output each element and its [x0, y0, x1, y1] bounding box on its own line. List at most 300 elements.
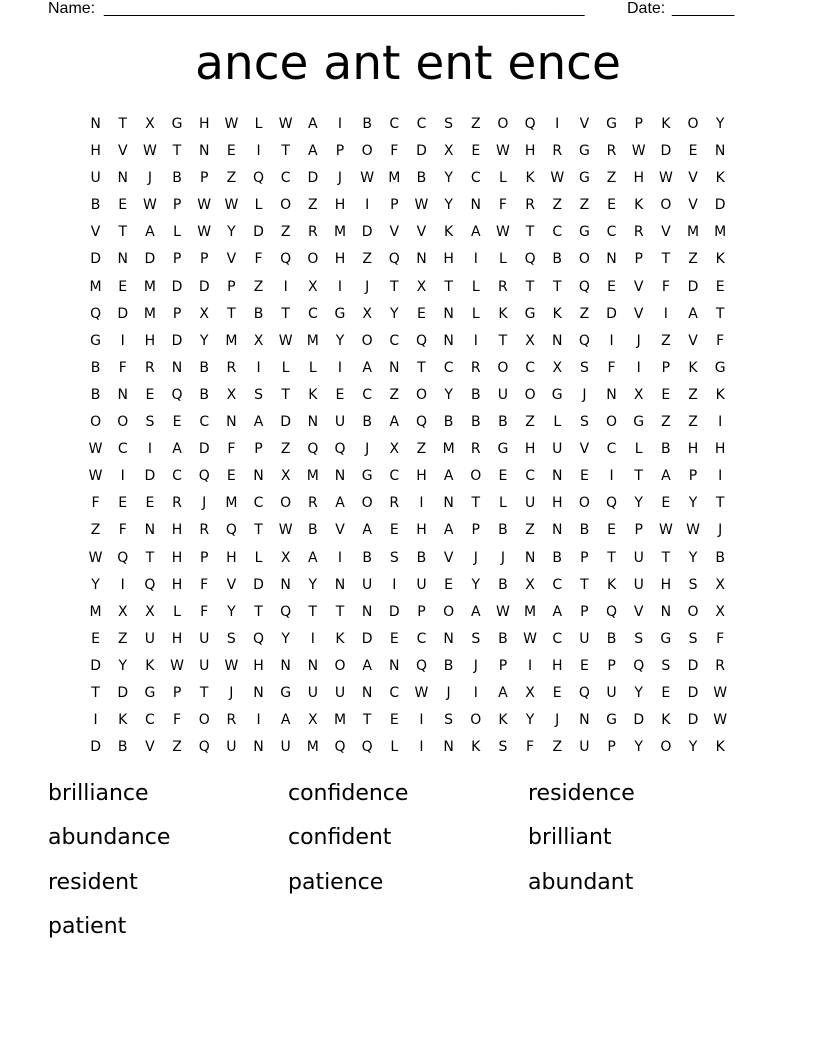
grid-letter[interactable]: Y — [281, 630, 290, 647]
grid-letter[interactable]: A — [308, 549, 318, 566]
grid-letter[interactable]: Q — [415, 657, 427, 674]
grid-letter[interactable]: D — [144, 251, 156, 268]
grid-letter[interactable]: M — [89, 278, 102, 295]
grid-letter[interactable]: B — [470, 414, 481, 431]
grid-letter[interactable]: M — [225, 332, 238, 349]
grid-letter[interactable]: K — [634, 197, 644, 214]
grid-letter[interactable]: H — [633, 170, 644, 187]
grid-letter[interactable]: D — [687, 278, 699, 295]
grid-letter[interactable]: J — [202, 495, 207, 512]
grid-letter[interactable]: H — [90, 143, 101, 160]
grid-letter[interactable]: Q — [334, 441, 346, 458]
grid-letter[interactable]: U — [497, 386, 509, 403]
grid-letter[interactable]: E — [335, 386, 345, 403]
grid-letter[interactable]: U — [90, 170, 101, 187]
grid-letter[interactable]: E — [145, 495, 155, 512]
grid-letter[interactable]: N — [443, 630, 454, 647]
grid-letter[interactable]: S — [226, 630, 236, 647]
grid-letter[interactable]: D — [117, 684, 129, 701]
grid-letter[interactable]: X — [525, 332, 535, 349]
grid-letter[interactable]: T — [607, 549, 616, 566]
grid-letter[interactable]: I — [256, 143, 261, 160]
grid-letter[interactable]: D — [307, 170, 319, 187]
grid-letter[interactable]: Y — [444, 386, 453, 403]
grid-letter[interactable]: I — [147, 441, 152, 458]
grid-letter[interactable]: S — [471, 630, 481, 647]
grid-letter[interactable]: Q — [524, 116, 536, 132]
grid-letter[interactable]: D — [714, 197, 726, 214]
grid-letter[interactable]: D — [117, 305, 129, 322]
grid-letter[interactable]: B — [579, 522, 590, 539]
grid-letter[interactable]: D — [660, 143, 672, 160]
grid-letter[interactable]: H — [443, 251, 454, 268]
grid-letter[interactable]: G — [280, 684, 292, 701]
grid-letter[interactable]: E — [579, 657, 589, 674]
grid-letter[interactable]: Q — [633, 657, 645, 674]
grid-letter[interactable]: A — [362, 657, 372, 674]
grid-letter[interactable]: N — [117, 386, 128, 403]
grid-letter[interactable]: L — [471, 305, 480, 322]
grid-letter[interactable]: J — [229, 684, 234, 701]
grid-letter[interactable]: W — [658, 522, 673, 539]
grid-letter[interactable]: I — [337, 359, 343, 376]
grid-letter[interactable]: H — [660, 576, 672, 593]
grid-letter[interactable]: P — [417, 603, 426, 620]
grid-letter[interactable]: Y — [227, 224, 236, 241]
grid-letter[interactable]: Y — [634, 739, 643, 756]
grid-letter[interactable]: D — [171, 278, 183, 295]
grid-letter[interactable]: I — [718, 468, 723, 485]
grid-letter[interactable]: R — [633, 224, 644, 241]
grid-letter[interactable]: P — [172, 251, 182, 268]
grid-letter[interactable]: D — [687, 657, 699, 674]
grid-letter[interactable]: E — [607, 278, 616, 295]
grid-letter[interactable]: U — [334, 414, 346, 431]
grid-letter[interactable]: Z — [117, 630, 128, 647]
grid-letter[interactable]: C — [416, 630, 427, 647]
grid-letter[interactable]: N — [443, 332, 454, 349]
grid-letter[interactable]: Z — [172, 739, 182, 756]
grid-letter[interactable]: E — [389, 630, 399, 647]
grid-letter[interactable]: T — [281, 386, 290, 403]
grid-letter[interactable]: B — [498, 414, 508, 431]
grid-letter[interactable]: C — [606, 441, 617, 458]
grid-letter[interactable]: N — [307, 414, 319, 431]
grid-letter[interactable]: H — [253, 657, 264, 674]
grid-letter[interactable]: Z — [579, 197, 590, 214]
grid-letter[interactable]: W — [278, 522, 293, 539]
grid-letter[interactable]: S — [389, 549, 399, 566]
grid-letter[interactable]: F — [200, 603, 209, 620]
grid-letter[interactable]: K — [498, 305, 508, 322]
grid-letter[interactable]: P — [199, 549, 209, 566]
grid-letter[interactable]: V — [579, 441, 590, 458]
grid-letter[interactable]: Y — [91, 576, 100, 593]
grid-letter[interactable]: Z — [308, 197, 318, 214]
grid-letter[interactable]: N — [280, 657, 291, 674]
grid-letter[interactable]: U — [199, 630, 210, 647]
grid-letter[interactable]: T — [118, 116, 128, 132]
grid-letter[interactable]: L — [499, 170, 507, 187]
grid-letter[interactable]: V — [226, 576, 237, 593]
grid-letter[interactable]: N — [334, 576, 346, 593]
grid-letter[interactable]: N — [660, 603, 672, 620]
grid-letter[interactable]: V — [443, 549, 454, 566]
grid-letter[interactable]: J — [147, 170, 152, 187]
grid-letter[interactable]: Z — [661, 414, 671, 431]
grid-letter[interactable]: L — [254, 197, 263, 214]
grid-letter[interactable]: O — [660, 739, 672, 756]
grid-letter[interactable]: O — [198, 712, 210, 729]
grid-letter[interactable]: Q — [198, 739, 210, 756]
grid-letter[interactable]: E — [389, 522, 399, 539]
grid-letter[interactable]: G — [578, 170, 590, 187]
grid-letter[interactable]: Y — [634, 684, 643, 701]
grid-letter[interactable]: X — [525, 684, 535, 701]
grid-letter[interactable]: W — [523, 630, 537, 647]
grid-letter[interactable]: N — [117, 170, 128, 187]
grid-letter[interactable]: T — [254, 603, 263, 620]
grid-letter[interactable]: Y — [688, 549, 698, 566]
grid-letter[interactable]: E — [688, 143, 698, 160]
grid-letter[interactable]: R — [145, 359, 155, 376]
grid-letter[interactable]: M — [89, 603, 102, 620]
grid-letter[interactable]: P — [580, 603, 589, 620]
grid-letter[interactable]: N — [90, 116, 101, 132]
grid-letter[interactable]: Q — [144, 576, 156, 593]
grid-letter[interactable]: N — [443, 305, 454, 322]
grid-letter[interactable]: U — [633, 549, 644, 566]
grid-letter[interactable]: N — [606, 251, 617, 268]
grid-letter[interactable]: I — [120, 576, 125, 593]
grid-letter[interactable]: C — [443, 359, 454, 376]
grid-letter[interactable]: J — [582, 386, 587, 403]
grid-letter[interactable]: V — [688, 197, 698, 214]
grid-letter[interactable]: R — [307, 224, 318, 241]
grid-letter[interactable]: Y — [688, 739, 698, 756]
grid-letter[interactable]: E — [118, 495, 128, 512]
grid-letter[interactable]: Q — [388, 251, 400, 268]
grid-letter[interactable]: P — [607, 657, 616, 674]
grid-letter[interactable]: K — [118, 712, 128, 729]
grid-letter[interactable]: F — [118, 359, 127, 376]
grid-letter[interactable]: A — [362, 359, 372, 376]
grid-letter[interactable]: Q — [524, 251, 536, 268]
grid-letter[interactable]: V — [90, 224, 101, 241]
grid-letter[interactable]: R — [525, 197, 535, 214]
grid-letter[interactable]: N — [171, 359, 183, 376]
grid-letter[interactable]: N — [606, 386, 617, 403]
grid-letter[interactable]: W — [360, 170, 375, 187]
grid-letter[interactable]: P — [227, 278, 236, 295]
grid-letter[interactable]: W — [713, 712, 728, 729]
grid-letter[interactable]: Y — [688, 495, 698, 512]
grid-letter[interactable]: M — [686, 224, 700, 241]
grid-letter[interactable]: D — [171, 332, 183, 349]
grid-letter[interactable]: Y — [118, 657, 128, 674]
grid-letter[interactable]: B — [172, 170, 182, 187]
grid-letter[interactable]: S — [688, 576, 698, 593]
grid-letter[interactable]: T — [199, 684, 209, 701]
grid-letter[interactable]: V — [633, 305, 644, 322]
grid-letter[interactable]: C — [416, 116, 427, 132]
grid-letter[interactable]: C — [199, 414, 210, 431]
grid-letter[interactable]: G — [633, 414, 645, 431]
grid-letter[interactable]: M — [225, 495, 238, 512]
grid-letter[interactable]: P — [199, 170, 209, 187]
grid-letter[interactable]: D — [253, 224, 264, 241]
grid-letter[interactable]: U — [552, 441, 563, 458]
grid-letter[interactable]: K — [471, 739, 481, 756]
grid-letter[interactable]: W — [224, 116, 239, 132]
grid-letter[interactable]: W — [142, 197, 157, 214]
grid-letter[interactable]: T — [362, 712, 372, 729]
grid-letter[interactable]: B — [416, 170, 427, 187]
grid-letter[interactable]: Z — [661, 332, 671, 349]
grid-letter[interactable]: Q — [578, 278, 590, 295]
grid-letter[interactable]: K — [715, 386, 725, 403]
grid-letter[interactable]: D — [687, 684, 699, 701]
grid-letter[interactable]: P — [498, 657, 508, 674]
grid-letter[interactable]: E — [715, 278, 725, 295]
grid-letter[interactable]: Z — [470, 116, 481, 132]
grid-letter[interactable]: J — [636, 332, 641, 349]
grid-letter[interactable]: Q — [225, 522, 237, 539]
grid-letter[interactable]: K — [606, 576, 617, 593]
grid-letter[interactable]: D — [198, 441, 210, 458]
grid-letter[interactable]: Y — [308, 576, 318, 593]
grid-letter[interactable]: S — [498, 739, 508, 756]
grid-letter[interactable]: P — [634, 522, 643, 539]
grid-letter[interactable]: U — [524, 495, 536, 512]
grid-letter[interactable]: K — [688, 359, 698, 376]
grid-letter[interactable]: T — [715, 495, 725, 512]
grid-letter[interactable]: N — [389, 657, 400, 674]
grid-letter[interactable]: O — [361, 332, 373, 349]
grid-letter[interactable]: M — [524, 603, 537, 620]
grid-letter[interactable]: U — [416, 576, 427, 593]
grid-letter[interactable]: D — [144, 468, 156, 485]
grid-letter[interactable]: P — [580, 549, 589, 566]
grid-letter[interactable]: O — [361, 143, 373, 160]
grid-letter[interactable]: C — [606, 224, 617, 241]
grid-letter[interactable]: K — [715, 251, 725, 268]
grid-letter[interactable]: V — [688, 332, 698, 349]
grid-letter[interactable]: D — [198, 278, 210, 295]
grid-letter[interactable]: J — [473, 549, 478, 566]
grid-letter[interactable]: W — [88, 549, 103, 566]
grid-letter[interactable]: D — [280, 414, 292, 431]
grid-letter[interactable]: X — [145, 116, 155, 132]
grid-letter[interactable]: E — [661, 495, 671, 512]
grid-letter[interactable]: Z — [606, 170, 617, 187]
grid-letter[interactable]: E — [226, 468, 236, 485]
grid-letter[interactable]: G — [606, 116, 617, 132]
grid-letter[interactable]: L — [553, 414, 562, 431]
grid-letter[interactable]: Y — [227, 603, 236, 620]
grid-letter[interactable]: W — [88, 468, 103, 485]
grid-letter[interactable]: I — [609, 468, 614, 485]
grid-letter[interactable]: A — [470, 603, 481, 620]
grid-letter[interactable]: G — [551, 386, 563, 403]
grid-letter[interactable]: D — [388, 603, 400, 620]
grid-letter[interactable]: R — [226, 359, 237, 376]
grid-letter[interactable]: K — [498, 712, 508, 729]
grid-letter[interactable]: E — [118, 197, 128, 214]
grid-letter[interactable]: E — [498, 468, 508, 485]
grid-letter[interactable]: G — [144, 684, 156, 701]
grid-letter[interactable]: V — [117, 143, 128, 160]
grid-letter[interactable]: N — [334, 468, 346, 485]
grid-letter[interactable]: M — [714, 224, 727, 241]
grid-letter[interactable]: D — [361, 224, 373, 241]
grid-letter[interactable]: O — [687, 603, 699, 620]
grid-letter[interactable]: K — [308, 386, 318, 403]
grid-letter[interactable]: L — [308, 359, 317, 376]
grid-letter[interactable]: L — [390, 739, 399, 756]
grid-letter[interactable]: W — [496, 603, 510, 620]
grid-letter[interactable]: Q — [198, 468, 210, 485]
grid-letter[interactable]: T — [634, 468, 643, 485]
grid-letter[interactable]: S — [145, 414, 155, 431]
grid-letter[interactable]: J — [365, 441, 370, 458]
grid-letter[interactable]: F — [716, 332, 725, 349]
grid-letter[interactable]: B — [362, 414, 372, 431]
grid-letter[interactable]: O — [470, 712, 482, 729]
grid-letter[interactable]: O — [334, 657, 346, 674]
grid-letter[interactable]: E — [444, 576, 454, 593]
grid-letter[interactable]: U — [144, 630, 156, 647]
grid-letter[interactable]: P — [254, 441, 263, 458]
grid-letter[interactable]: T — [525, 278, 535, 295]
grid-letter[interactable]: O — [470, 468, 482, 485]
grid-letter[interactable]: G — [660, 630, 672, 647]
grid-letter[interactable]: C — [362, 386, 373, 403]
grid-letter[interactable]: N — [253, 468, 264, 485]
grid-letter[interactable]: Y — [525, 712, 535, 729]
grid-letter[interactable]: T — [254, 522, 263, 539]
grid-letter[interactable]: J — [446, 684, 451, 701]
grid-letter[interactable]: L — [499, 495, 507, 512]
grid-letter[interactable]: H — [334, 251, 346, 268]
grid-letter[interactable]: G — [497, 441, 509, 458]
grid-letter[interactable]: T — [715, 305, 725, 322]
grid-letter[interactable]: S — [254, 386, 263, 403]
grid-letter[interactable]: X — [633, 386, 644, 403]
grid-letter[interactable]: A — [335, 495, 345, 512]
grid-letter[interactable]: U — [633, 576, 644, 593]
grid-letter[interactable]: D — [687, 712, 699, 729]
grid-letter[interactable]: O — [524, 386, 536, 403]
grid-letter[interactable]: Z — [362, 251, 372, 268]
grid-letter[interactable]: I — [120, 468, 125, 485]
grid-letter[interactable]: U — [199, 657, 210, 674]
grid-letter[interactable]: Q — [90, 305, 102, 322]
grid-letter[interactable]: T — [417, 359, 426, 376]
grid-letter[interactable]: I — [337, 116, 343, 132]
grid-letter[interactable]: R — [307, 495, 318, 512]
grid-letter[interactable]: P — [471, 522, 480, 539]
grid-letter[interactable]: W — [658, 170, 673, 187]
grid-letter[interactable]: G — [714, 359, 726, 376]
grid-letter[interactable]: T — [281, 143, 290, 160]
grid-letter[interactable]: F — [498, 197, 507, 214]
grid-letter[interactable]: I — [392, 576, 397, 593]
grid-letter[interactable]: P — [172, 305, 182, 322]
grid-letter[interactable]: P — [172, 197, 182, 214]
grid-letter[interactable]: V — [226, 251, 237, 268]
grid-letter[interactable]: B — [90, 197, 101, 214]
grid-letter[interactable]: M — [306, 739, 319, 756]
grid-letter[interactable]: Z — [688, 414, 698, 431]
grid-letter[interactable]: A — [145, 224, 155, 241]
grid-letter[interactable]: J — [365, 278, 370, 295]
grid-letter[interactable]: O — [578, 495, 590, 512]
grid-letter[interactable]: Z — [226, 170, 237, 187]
grid-letter[interactable]: P — [335, 143, 345, 160]
grid-letter[interactable]: L — [281, 359, 290, 376]
grid-letter[interactable]: F — [200, 576, 209, 593]
grid-letter[interactable]: F — [607, 359, 616, 376]
grid-letter[interactable]: N — [144, 522, 156, 539]
grid-letter[interactable]: A — [443, 522, 454, 539]
grid-letter[interactable]: C — [253, 495, 264, 512]
grid-letter[interactable]: G — [524, 305, 536, 322]
grid-letter[interactable]: Q — [606, 603, 618, 620]
grid-letter[interactable]: K — [715, 170, 725, 187]
grid-letter[interactable]: N — [443, 739, 454, 756]
grid-letter[interactable]: I — [93, 712, 98, 729]
grid-letter[interactable]: Q — [307, 441, 319, 458]
grid-letter[interactable]: U — [334, 684, 346, 701]
grid-letter[interactable]: I — [473, 684, 478, 701]
grid-letter[interactable]: Q — [415, 332, 427, 349]
grid-letter[interactable]: X — [280, 549, 291, 566]
grid-letter[interactable]: N — [307, 657, 319, 674]
grid-letter[interactable]: B — [117, 739, 128, 756]
grid-letter[interactable]: K — [444, 224, 454, 241]
grid-letter[interactable]: H — [171, 522, 183, 539]
grid-letter[interactable]: N — [551, 468, 563, 485]
grid-letter[interactable]: T — [227, 305, 236, 322]
grid-letter[interactable]: V — [579, 116, 590, 132]
grid-letter[interactable]: N — [253, 739, 264, 756]
grid-letter[interactable]: B — [443, 657, 454, 674]
grid-letter[interactable]: N — [470, 197, 481, 214]
grid-letter[interactable]: F — [118, 522, 127, 539]
grid-letter[interactable]: L — [634, 441, 643, 458]
grid-letter[interactable]: M — [306, 468, 319, 485]
grid-letter[interactable]: C — [525, 468, 535, 485]
grid-letter[interactable]: R — [226, 712, 237, 729]
grid-letter[interactable]: A — [172, 441, 182, 458]
grid-letter[interactable]: J — [473, 657, 478, 674]
grid-letter[interactable]: C — [552, 630, 563, 647]
grid-letter[interactable]: M — [143, 305, 156, 322]
grid-letter[interactable]: V — [633, 603, 644, 620]
grid-letter[interactable]: E — [579, 468, 589, 485]
grid-letter[interactable]: O — [280, 495, 292, 512]
grid-letter[interactable]: J — [337, 170, 343, 187]
grid-letter[interactable]: V — [688, 170, 698, 187]
grid-letter[interactable]: H — [714, 441, 726, 458]
grid-letter[interactable]: H — [524, 441, 536, 458]
grid-letter[interactable]: Z — [525, 522, 535, 539]
grid-letter[interactable]: W — [686, 522, 700, 539]
grid-letter[interactable]: M — [442, 441, 455, 458]
grid-letter[interactable]: Y — [335, 332, 345, 349]
grid-letter[interactable]: B — [552, 251, 563, 268]
